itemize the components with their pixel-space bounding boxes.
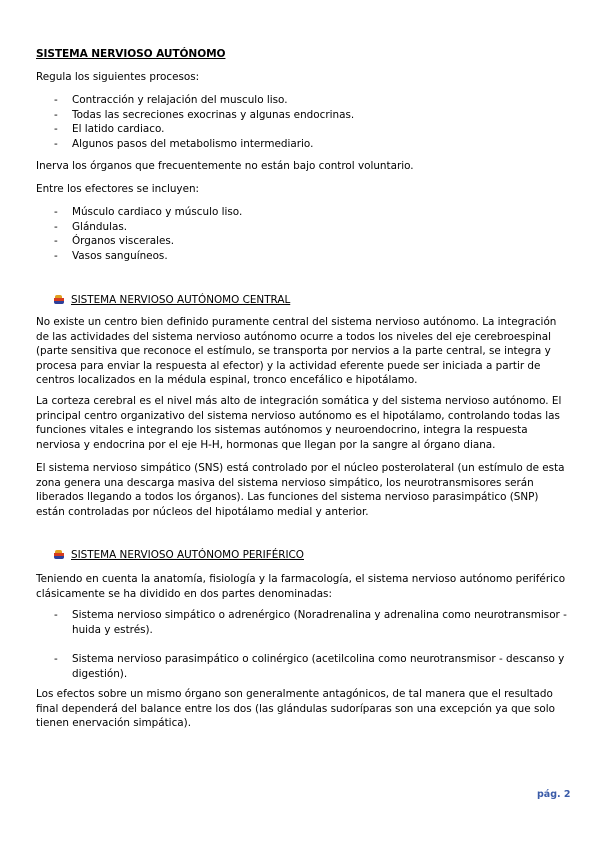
list-item-text: Sistema nervioso simpático o adrenérgico (Noradrenalina y adrenalina como neurotransmisor - huida y estrés). (72, 609, 567, 636)
list-item-text: Algunos pasos del metabolismo intermediario. (72, 137, 314, 150)
list-dash: - (54, 220, 58, 233)
list-dash: - (54, 137, 58, 150)
central-paragraph-3: El sistema nervioso simpático (SNS) está controlado por el núcleo posterolateral (un estímulo de esta zona genera una descarga masiva del sistema nervioso simpático, los neurotransmisores serán liberados llegando a todos los órganos). Las funciones del sistema nervioso parasimpático (SNP) están controladas por núcleos del hipotálamo medial y anterior. (36, 462, 565, 518)
central-paragraph-1: No existe un centro bien definido puramente central del sistema nervioso autónomo. La integración de las actividades del sistema nervioso autónomo ocurre a todos los niveles del eje cerebroespinal (parte sensitiva que reconoce el estímulo, se transporta por nervios a la parte central, se integra y procesa para enviar la respuesta al efector) y la actividad eferente puede ser iniciada a partir de centros localizados en la médula espinal, tronco encefálico e hipotálamo. (36, 316, 557, 386)
list-item-text: Órganos viscerales. (72, 235, 175, 247)
list-item (36, 220, 568, 235)
list-item-text: El latido cardiaco. (72, 123, 165, 135)
list-dash: - (54, 609, 58, 621)
peripheral-heading-text: SISTEMA NERVIOSO AUTÓNOMO PERIFÉRICO (71, 549, 304, 561)
page-number: pág. 2 (537, 789, 571, 800)
book-stack-bullet-icon (54, 295, 65, 304)
peripheral-parts-list-2 (36, 652, 568, 681)
intro-label: Regula los siguientes procesos: (36, 71, 200, 83)
list-item-text: Contracción y relajación del musculo liso. (72, 94, 288, 106)
list-item-text: Vasos sanguíneos. (72, 249, 168, 262)
peripheral-parts-list (36, 608, 568, 637)
list-item (36, 652, 568, 681)
peripheral-heading (54, 548, 554, 563)
list-dash: - (54, 235, 58, 247)
list-dash: - (54, 108, 58, 121)
central-heading-text: SISTEMA NERVIOSO AUTÓNOMO CENTRAL (71, 294, 291, 306)
list-item-text: Glándulas. (72, 220, 128, 233)
effectors-list (36, 205, 568, 263)
list-item (36, 137, 568, 152)
list-item-text: Músculo cardiaco y músculo liso. (72, 206, 243, 218)
peripheral-closing: Los efectos sobre un mismo órgano son generalmente antagónicos, de tal manera que el resultado final dependerá del balance entre los dos (las glándulas sudoríparas son una excepción ya que solo tienen enervación simpática). (36, 688, 555, 729)
list-dash: - (54, 653, 58, 665)
list-dash: - (54, 94, 58, 106)
list-item-text: Todas las secreciones exocrinas y algunas endocrinas. (72, 108, 355, 121)
peripheral-intro: Teniendo en cuenta la anatomía, fisiología y la farmacología, el sistema nervioso autónomo periférico clásicamente se ha dividido en dos partes denominadas: (36, 573, 566, 600)
list-item (36, 608, 568, 637)
list-item (36, 108, 568, 123)
list-item (36, 93, 568, 108)
effectors-label: Entre los efectores se incluyen: (36, 183, 200, 195)
list-item (36, 249, 568, 264)
page-title: SISTEMA NERVIOSO AUTÓNOMO (36, 48, 226, 60)
central-paragraph-2: La corteza cerebral es el nivel más alto de integración somática y del sistema nervioso autónomo. El principal centro organizativo del sistema nervioso autónomo es el hipotálamo, controlando todas las funciones vitales e integrando los sistemas autónomos y neuroendocrino, integra la respuesta nerviosa y endocrina por el eje H-H, hormonas que llegan por la sangre al órgano diana. (36, 395, 562, 451)
list-dash: - (54, 206, 58, 218)
list-item (36, 234, 568, 249)
book-stack-bullet-icon (54, 550, 65, 559)
list-item-text: Sistema nervioso parasimpático o colinérgico (acetilcolina como neurotransmisor - descanso y digestión). (72, 653, 565, 680)
list-item (36, 205, 568, 220)
processes-list (36, 93, 568, 151)
list-dash: - (54, 249, 58, 262)
innervation-text: Inerva los órganos que frecuentemente no están bajo control voluntario. (36, 160, 414, 172)
list-dash: - (54, 123, 58, 135)
list-item (36, 122, 568, 137)
central-heading (54, 293, 554, 308)
